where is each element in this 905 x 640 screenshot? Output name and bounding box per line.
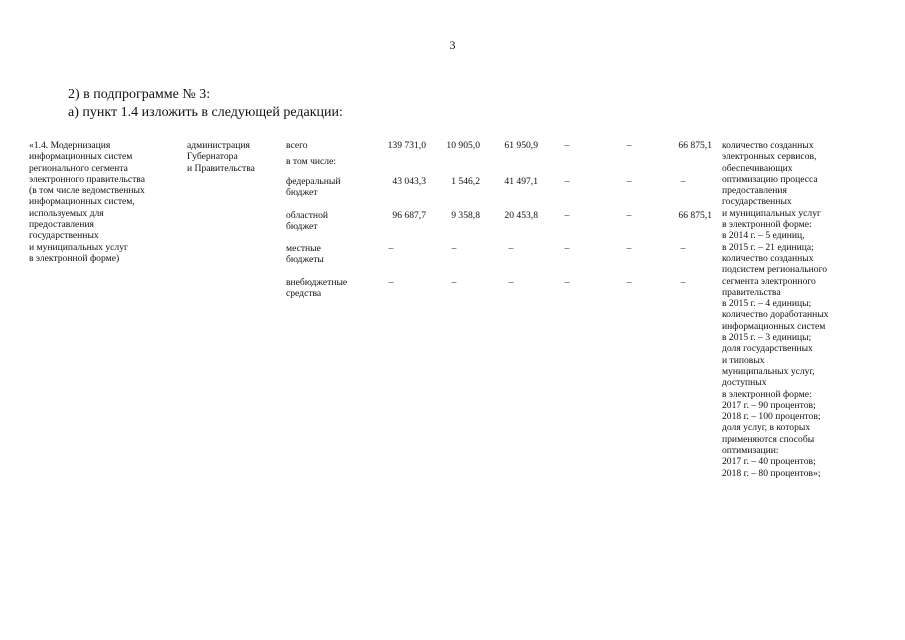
funding-value-y2: 61 950,9 xyxy=(504,140,538,151)
indicator-line: в 2015 г. – 21 единица; xyxy=(722,241,814,253)
indicator-line: 2018 г. – 100 процентов; xyxy=(722,411,821,423)
indicator-line: 2018 г. – 80 процентов»; xyxy=(722,467,821,479)
measure-line: предоставления xyxy=(29,219,94,231)
indicator-line: муниципальных услуг, xyxy=(722,365,815,377)
funding-value-y5: – xyxy=(680,277,686,288)
indicator-line: и типовых xyxy=(722,354,765,366)
funding-source-line: бюджет xyxy=(286,221,318,233)
indicator-line: в 2015 г. – 4 единицы; xyxy=(722,298,812,310)
funding-value-total: – xyxy=(388,277,394,288)
indicator-line: правительства xyxy=(722,286,781,298)
indicator-line: 2017 г. – 90 процентов; xyxy=(722,399,816,411)
funding-source-line: бюджет xyxy=(286,187,318,199)
indicator-line: сегмента электронного xyxy=(722,275,816,287)
indicator-line: в электронной форме: xyxy=(722,219,812,231)
funding-value-y4: – xyxy=(626,176,632,187)
measure-line: используемых для xyxy=(29,207,104,219)
indicator-line: доля государственных xyxy=(722,343,813,355)
funding-value-y4: – xyxy=(626,140,632,151)
executor-line: администрация xyxy=(187,140,250,151)
indicator-line: государственных xyxy=(722,196,792,208)
indicator-line: количество доработанных xyxy=(722,309,829,321)
measure-line: (в том числе ведомственных xyxy=(29,185,145,197)
executor-line: Губернатора xyxy=(187,151,238,163)
funding-value-y5: – xyxy=(680,176,686,187)
page-number: 3 xyxy=(449,38,456,52)
executor-line: и Правительства xyxy=(187,162,255,174)
funding-value-y1: – xyxy=(451,277,457,288)
item-heading: а) пункт 1.4 изложить в следующей редакции: xyxy=(68,105,343,120)
measure-line: электронного правительства xyxy=(29,173,145,185)
indicator-line: предоставления xyxy=(722,185,787,197)
funding-value-total: 139 731,0 xyxy=(387,140,426,151)
measure-line: в электронной форме) xyxy=(29,252,120,264)
indicator-line: электронных сервисов, xyxy=(722,151,817,163)
funding-source-line: внебюджетные xyxy=(286,277,348,288)
funding-source-line: средства xyxy=(286,288,322,300)
indicator-line: 2017 г. – 40 процентов; xyxy=(722,456,816,468)
funding-value-y5: – xyxy=(680,243,686,254)
measure-name-cell xyxy=(29,140,189,264)
indicator-line: оптимизации: xyxy=(722,445,779,457)
funding-source-line: местные xyxy=(286,243,321,254)
funding-value-y5: 66 875,1 xyxy=(678,140,712,151)
measure-line: «1.4. Модернизация xyxy=(29,140,111,151)
funding-value-y3: – xyxy=(564,140,570,151)
funding-source-line: федеральный xyxy=(286,176,341,187)
funding-source-line: бюджеты xyxy=(286,254,324,266)
funding-value-y1: 10 905,0 xyxy=(446,140,480,151)
funding-source xyxy=(286,156,376,167)
funding-source-line: в том числе: xyxy=(286,156,337,167)
funding-value-y1: 9 358,8 xyxy=(451,210,480,221)
indicator-line: доля услуг, в которых xyxy=(722,422,811,434)
indicator-line: информационных систем xyxy=(722,320,826,332)
funding-value-y1: 1 546,2 xyxy=(451,176,480,187)
indicators-cell xyxy=(722,140,872,479)
indicator-line: количество созданных xyxy=(722,140,814,151)
indicator-line: в электронной форме: xyxy=(722,388,812,400)
indicator-line: и муниципальных услуг xyxy=(722,207,821,219)
funding-value-total: 96 687,7 xyxy=(392,210,426,221)
funding-source-line: всего xyxy=(286,140,308,151)
funding-value-y1: – xyxy=(451,243,457,254)
indicator-line: оптимизацию процесса xyxy=(722,173,818,185)
funding-value-y2: 20 453,8 xyxy=(504,210,538,221)
subprogram-heading: 2) в подпрограмме № 3: xyxy=(68,87,211,102)
funding-value-y2: – xyxy=(508,277,514,288)
funding-value-y3: – xyxy=(564,210,570,221)
funding-value-y3: – xyxy=(564,243,570,254)
measure-line: информационных систем xyxy=(29,151,133,163)
measure-line: и муниципальных услуг xyxy=(29,241,128,253)
funding-value-y4: – xyxy=(626,277,632,288)
indicator-line: подсистем регионального xyxy=(722,264,828,276)
measure-line: государственных xyxy=(29,230,99,242)
funding-value-y4: – xyxy=(626,210,632,221)
indicator-line: доступных xyxy=(722,377,767,389)
funding-value-y4: – xyxy=(626,243,632,254)
funding-value-y3: – xyxy=(564,277,570,288)
measure-line: регионального сегмента xyxy=(29,162,128,174)
funding-value-total: 43 043,3 xyxy=(392,176,426,187)
funding-value-y2: 41 497,1 xyxy=(504,176,538,187)
funding-value-total: – xyxy=(388,243,394,254)
indicator-line: в 2014 г. – 5 единиц, xyxy=(722,230,805,242)
funding-source-line: областной xyxy=(286,210,329,221)
funding-value-y5: 66 875,1 xyxy=(678,210,712,221)
executor-cell xyxy=(187,140,279,174)
indicator-line: применяются способы xyxy=(722,433,815,445)
funding-value-y2: – xyxy=(508,243,514,254)
indicator-line: обеспечивающих xyxy=(722,162,793,174)
indicator-line: количество созданных xyxy=(722,252,814,264)
indicator-line: в 2015 г. – 3 единицы; xyxy=(722,332,812,344)
funding-value-y3: – xyxy=(564,176,570,187)
measure-line: информационных систем, xyxy=(29,196,135,208)
